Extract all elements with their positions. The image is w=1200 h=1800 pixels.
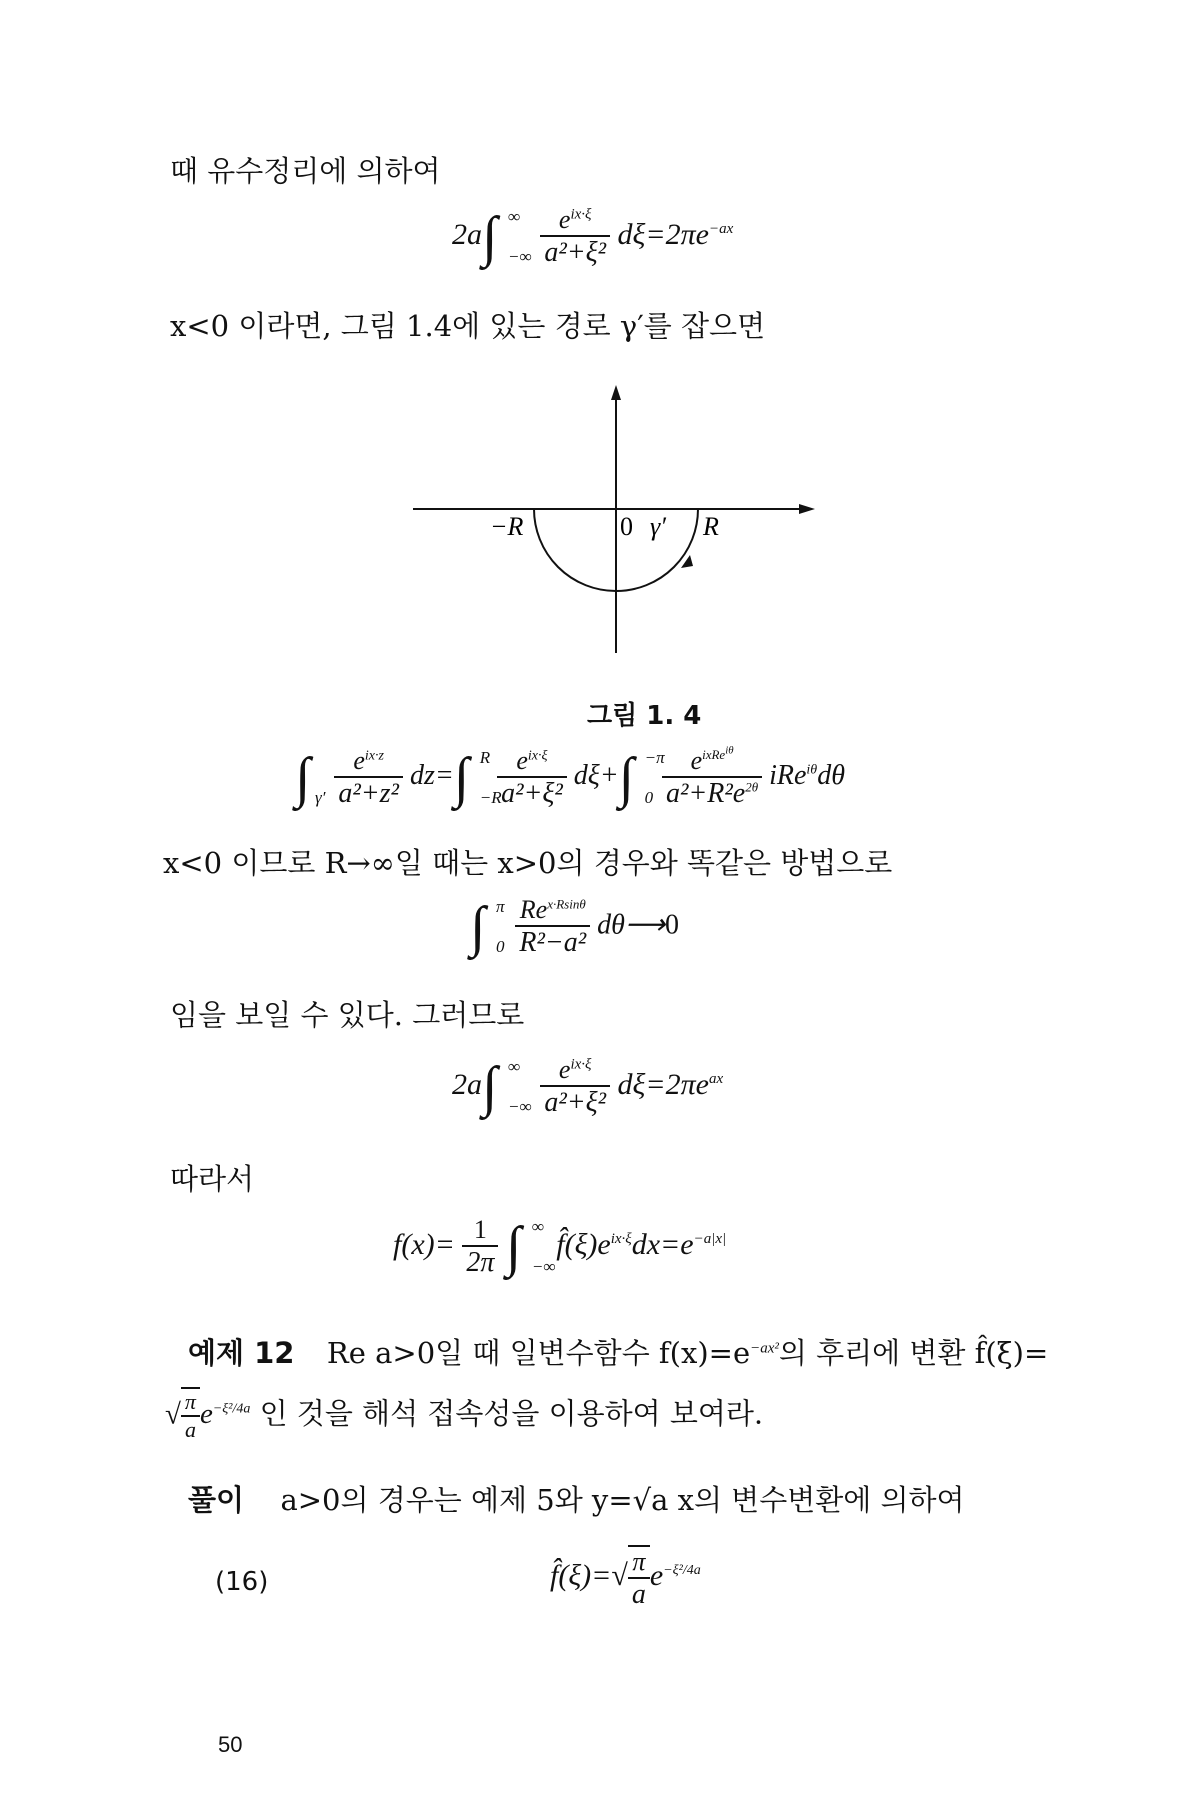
- example-12-line-1: 예제 12 Re a>0일 때 일변수함수 $f(x)=e^{-ax^2}$의 후리에 변환 f̂(ξ)=: [188, 1336, 1049, 1370]
- text-line-3: x<0 이므로 R→∞일 때는 x>0의 경우와 똑같은 방법으로: [163, 846, 893, 880]
- example-12-line-2: √ $\frac{\pi}{a}$ $e^{-\xi^2/4a}$ 인 것을 해석 접속성을 이용하여 보여라.: [165, 1389, 764, 1443]
- equation-16-lhs: f̂(ξ)=: [550, 1558, 612, 1592]
- equation-5: f(x)= $\frac{1}{2\pi}$ ∫ ∞ −∞ $f̂(\xi)e^{ix\cdot\xi}dx=e^{-a|x|}$: [393, 1215, 727, 1278]
- example-line-2-text: 인 것을 해석 접속성을 이용하여 보여라.: [259, 1396, 764, 1431]
- page-number: 50: [218, 1732, 243, 1757]
- example-text-tail: 의 후리에 변환 f̂(ξ)=: [778, 1336, 1049, 1370]
- equation-1: 2a∫ ∞ −∞ $\frac{e^{ix\cdot\xi}}{\text{a²+ξ²}}$ $d\xi=2\pi e^{-ax}$: [452, 205, 734, 268]
- equation-number: (16): [215, 1567, 269, 1597]
- text-line-4: 임을 보일 수 있다. 그러므로: [170, 998, 525, 1032]
- figure-caption: 그림 1. 4: [587, 701, 702, 731]
- label-minus-r: −R: [490, 512, 524, 541]
- label-gamma: γ′: [650, 512, 666, 541]
- equation-16: f̂(ξ)=√ $\frac{\pi}{a}$ $e^{-\xi^2/4a}$: [550, 1547, 701, 1610]
- solution-line: [188, 1483, 965, 1518]
- equation-4: 2a∫ ∞ −∞ $\frac{e^{ix\cdot\xi}}{\text{a²+ξ²}}$ $d\xi=2\pi e^{ax}$: [452, 1055, 724, 1118]
- text-line-1: 때 유수정리에 의하여: [170, 154, 441, 188]
- label-r: R: [703, 512, 719, 541]
- solution-text: a>0의 경우는 예제 5와 y=√a x의 변수변환에 의하여: [280, 1483, 965, 1517]
- text-line-5: 따라서: [170, 1162, 255, 1196]
- example-label: 예제 12: [188, 1336, 295, 1370]
- example-text: Re a>0일 때 일변수함수 f(x)=e: [326, 1336, 751, 1370]
- contour-figure: [403, 385, 823, 655]
- text-line-2: x<0 이라면, 그림 1.4에 있는 경로 γ′를 잡으면: [170, 309, 766, 343]
- equation-3: ∫ π 0 $\frac{Re^{x\cdot Rsin\theta}}{\text{R²−a²}}$ dθ⟶0: [470, 895, 680, 958]
- label-origin: 0: [620, 512, 633, 541]
- equation-2: ∫ γ′ $\frac{e^{ix\cdot z}}{\text{a²+z²}}$ dz=∫ R −R $\frac{e^{ix\cdot\xi}}{\text{a²+ξ²}}$ dξ+∫ −π 0 $\frac{e^{ixRe^{i\theta}}}{a^2+R^2e^{2\theta}}$ iRe$^{i\theta}$dθ: [295, 745, 845, 809]
- solution-label: 풀이: [188, 1483, 245, 1517]
